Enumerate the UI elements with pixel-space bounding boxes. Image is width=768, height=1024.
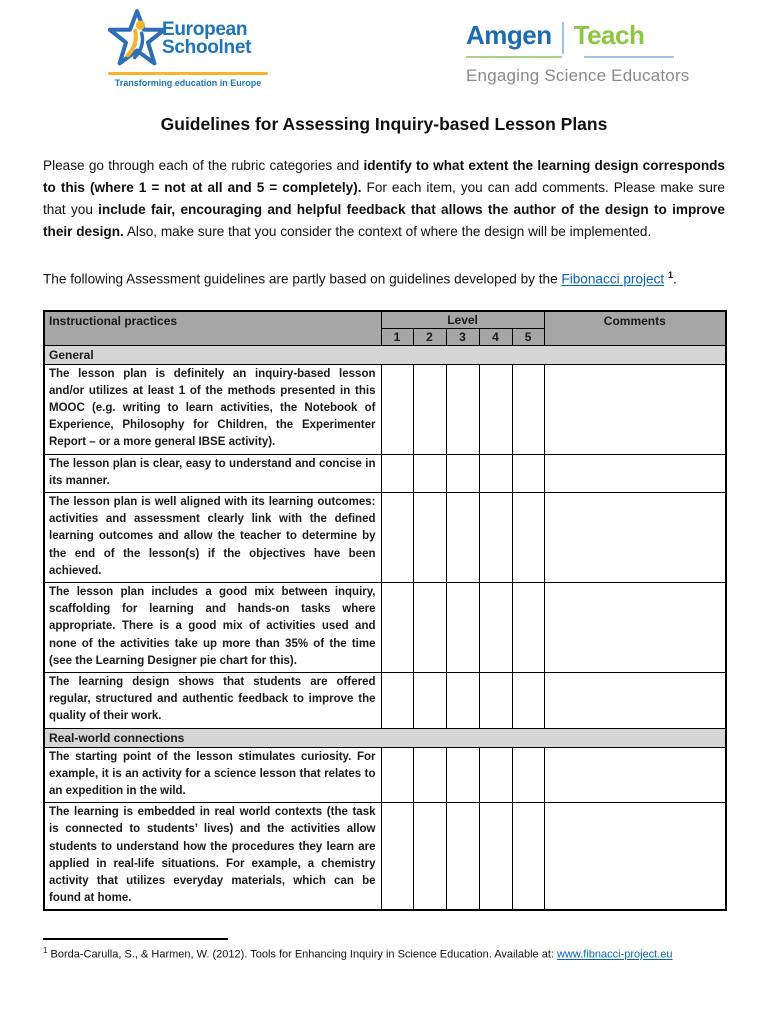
- page-title: Guidelines for Assessing Inquiry-based Lesson Plans: [160, 114, 608, 134]
- footnote-number: 1: [43, 946, 48, 955]
- level-cell: [446, 672, 479, 728]
- level-cell: [479, 582, 512, 672]
- criterion-text: The starting point of the lesson stimulates curiosity. For example, it is an activity for a science lesson that relates to an expedition in the wild.: [44, 747, 381, 803]
- level-cell: [512, 582, 544, 672]
- level-cell: [413, 364, 446, 454]
- level-cell: [413, 454, 446, 492]
- table-row: [44, 582, 726, 672]
- level-cell: [512, 454, 544, 492]
- header-comments: Comments: [544, 311, 726, 346]
- level-cell: [413, 672, 446, 728]
- level-1-header: 1: [381, 328, 413, 345]
- level-cell: [446, 747, 479, 803]
- footnote-reference: 1: [667, 270, 673, 280]
- comments-cell: [544, 803, 726, 911]
- document-content: [0, 114, 768, 911]
- level-5-header: 5: [512, 328, 544, 345]
- footnote-citation: Borda-Carulla, S., & Harmen, W. (2012). Tools for Enhancing Inquiry in Science Education. Available at:: [47, 948, 557, 961]
- level-cell: [479, 364, 512, 454]
- section-row-general: [44, 345, 726, 364]
- section-title: General: [44, 345, 726, 364]
- table-header-row: [44, 311, 726, 329]
- amgen-wordmark: Amgen: [466, 20, 552, 50]
- table-row: [44, 492, 726, 582]
- criterion-text: The lesson plan is clear, easy to understand and concise in its manner.: [44, 454, 381, 492]
- european-schoolnet-logo: [108, 8, 268, 88]
- note-post: .: [672, 271, 677, 287]
- level-cell: [479, 803, 512, 911]
- schoolnet-tagline: Transforming education in Europe: [114, 78, 262, 88]
- comments-cell: [544, 672, 726, 728]
- level-cell: [446, 364, 479, 454]
- rubric-table: [43, 310, 727, 912]
- level-2-header: 2: [413, 328, 446, 345]
- level-cell: [413, 582, 446, 672]
- level-cell: [381, 803, 413, 911]
- intro-seg3: For each item, you can add comments. Please make sure that you: [43, 180, 725, 217]
- criterion-text: The learning design shows that students are offered regular, structured and authentic feedback to improve the quality of their work.: [44, 672, 381, 728]
- fibonacci-url-link[interactable]: www.fibnacci-project.eu: [556, 948, 673, 961]
- level-cell: [512, 672, 544, 728]
- level-cell: [381, 582, 413, 672]
- fibonacci-project-link[interactable]: Fibonacci project: [561, 271, 665, 287]
- level-cell: [446, 582, 479, 672]
- table-row: [44, 364, 726, 454]
- teach-wordmark: Teach: [573, 20, 645, 50]
- level-cell: [446, 492, 479, 582]
- level-cell: [479, 747, 512, 803]
- level-cell: [479, 672, 512, 728]
- table-row: [44, 803, 726, 911]
- amgen-teach-logo: [466, 20, 690, 86]
- footnote: [43, 938, 725, 961]
- header-level: Level: [381, 311, 544, 329]
- level-cell: [512, 364, 544, 454]
- level-cell: [413, 803, 446, 911]
- level-cell: [446, 454, 479, 492]
- criterion-text: The lesson plan includes a good mix between inquiry, scaffolding for learning and hands-on tasks where appropriate. There is a good mix of activities used and none of the activities take up more than 35% of the time (see the Learning Designer pie chart for this).: [44, 582, 381, 672]
- note-pre: The following Assessment guidelines are partly based on guidelines developed by the: [43, 271, 562, 287]
- level-cell: [413, 747, 446, 803]
- intro-seg5: Also, make sure that you consider the context of where the design will be implemented.: [123, 224, 652, 239]
- level-cell: [381, 672, 413, 728]
- header-instructional-practices: Instructional practices: [44, 311, 381, 346]
- level-cell: [446, 803, 479, 911]
- table-row: [44, 454, 726, 492]
- schoolnet-wordmark: [162, 18, 252, 58]
- amgen-underlines: [466, 54, 681, 58]
- level-cell: [512, 803, 544, 911]
- comments-cell: [544, 364, 726, 454]
- comments-cell: [544, 454, 726, 492]
- criterion-text: The lesson plan is definitely an inquiry-based lesson and/or utilizes at least 1 of the methods presented in this MOOC (e.g. writing to learn activities, the Notebook of Experience, Philosophy for Children, the Experimenter Report – or a more general IBSE activity).: [44, 364, 381, 454]
- footnote-text: [43, 946, 725, 961]
- level-cell: [381, 364, 413, 454]
- table-row: [44, 672, 726, 728]
- level-cell: [512, 747, 544, 803]
- section-title: Real-world connections: [44, 728, 726, 747]
- level-cell: [381, 454, 413, 492]
- level-cell: [381, 492, 413, 582]
- table-row: [44, 747, 726, 803]
- level-4-header: 4: [479, 328, 512, 345]
- page-header: [0, 0, 768, 104]
- level-cell: [381, 747, 413, 803]
- level-cell: [479, 492, 512, 582]
- comments-cell: [544, 492, 726, 582]
- intro-seg2-bold: identify to what extent the learning design corresponds to this (where 1 = not at all and 5 = completely).: [43, 158, 725, 195]
- schoolnet-yellow-rule: [108, 72, 268, 75]
- amgen-divider-bar: [562, 22, 564, 54]
- intro-seg1: Please go through each of the rubric categories and: [43, 158, 364, 173]
- schoolnet-word-schoolnet: Schoolnet: [162, 37, 252, 58]
- schoolnet-star-icon: [108, 8, 166, 70]
- criterion-text: The learning is embedded in real world contexts (the task is connected to students’ lives) and the activities allow students to understand how the procedures they learn are applied in real-life situations. For example, a chemistry activity that utilizes everyday materials, which can be found at home.: [44, 803, 381, 911]
- level-cell: [512, 492, 544, 582]
- level-cell: [479, 454, 512, 492]
- comments-cell: [544, 747, 726, 803]
- intro-paragraph: [43, 155, 725, 243]
- schoolnet-word-european: European: [162, 18, 248, 40]
- intro-seg4-bold: include fair, encouraging and helpful feedback that allows the author of the design to improve their design.: [43, 202, 725, 239]
- level-3-header: 3: [446, 328, 479, 345]
- amgen-tagline: Engaging Science Educators: [466, 66, 690, 85]
- level-cell: [413, 492, 446, 582]
- comments-cell: [544, 582, 726, 672]
- section-row-real-world: [44, 728, 726, 747]
- source-note: [43, 264, 725, 291]
- footnote-divider: [43, 938, 228, 940]
- criterion-text: The lesson plan is well aligned with its learning outcomes: activities and assessment clearly link with the defined learning outcomes and allow the teacher to determine by the end of the lesson(s) if the objectives have been achieved.: [44, 492, 381, 582]
